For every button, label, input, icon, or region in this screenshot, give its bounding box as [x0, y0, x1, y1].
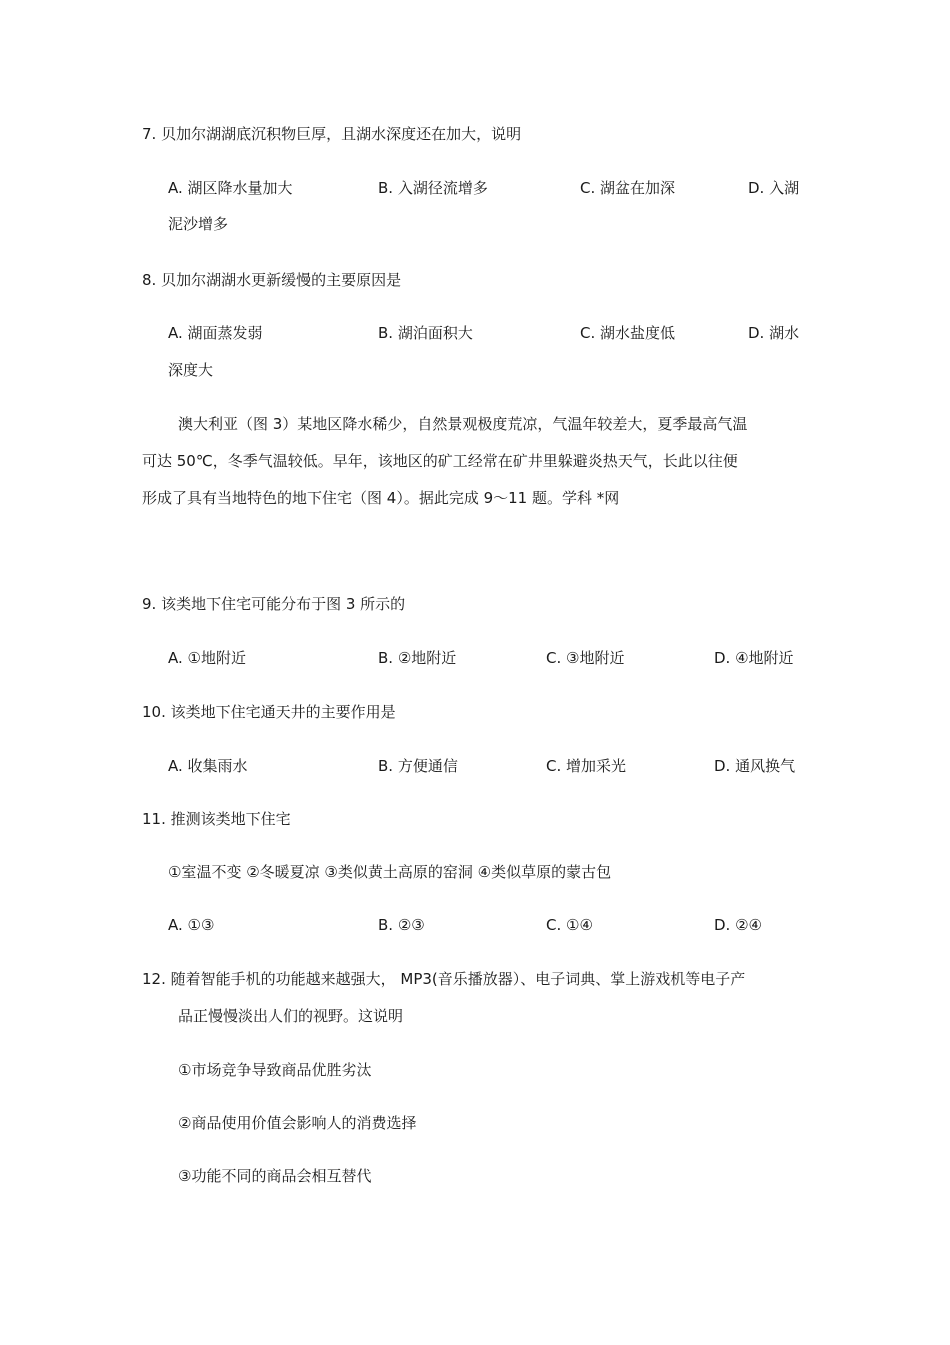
- question-8-stem: 8. 贝加尔湖湖水更新缓慢的主要原因是: [142, 271, 402, 289]
- question-7-option-b: B. 入湖径流增多: [378, 179, 488, 197]
- question-8-option-a: A. 湖面蒸发弱: [168, 324, 263, 342]
- question-11-option-a: A. ①③: [168, 916, 215, 934]
- question-11-option-b: B. ②③: [378, 916, 425, 934]
- question-10-option-c: C. 增加采光: [546, 757, 627, 775]
- question-9-option-d: D. ④地附近: [714, 649, 794, 667]
- question-8-option-b: B. 湖泊面积大: [378, 324, 473, 342]
- question-11-option-c: C. ①④: [546, 916, 593, 934]
- question-11-stem: 11. 推测该类地下住宅: [142, 810, 291, 828]
- question-11-option-d: D. ②④: [714, 916, 762, 934]
- passage-line-1: 澳大利亚（图 3）某地区降水稀少，自然景观极度荒凉，气温年较差大，夏季最高气温: [178, 415, 748, 433]
- question-12-stem-line-2: 品正慢慢淡出人们的视野。这说明: [178, 1007, 404, 1025]
- question-7-option-d-continuation: 泥沙增多: [168, 215, 229, 233]
- question-9-option-a: A. ①地附近: [168, 649, 246, 667]
- question-7-stem: 7. 贝加尔湖湖底沉积物巨厚，且湖水深度还在加大，说明: [142, 125, 522, 143]
- question-9-option-c: C. ③地附近: [546, 649, 625, 667]
- question-9-option-b: B. ②地附近: [378, 649, 457, 667]
- question-7-option-a: A. 湖区降水量加大: [168, 179, 293, 197]
- question-10-option-d: D. 通风换气: [714, 757, 796, 775]
- question-12-stem-line-1: 12. 随着智能手机的功能越来越强大， MP3(音乐播放器）、电子词典、掌上游戏机等电子产: [142, 970, 746, 988]
- question-11-statements: ①室温不变 ②冬暖夏凉 ③类似黄土高原的窑洞 ④类似草原的蒙古包: [168, 863, 612, 881]
- passage-line-2: 可达 50℃，冬季气温较低。早年，该地区的矿工经常在矿井里躲避炎热天气，长此以往便: [142, 452, 738, 470]
- question-8-option-d: D. 湖水: [748, 324, 800, 342]
- question-8-option-c: C. 湖水盐度低: [580, 324, 676, 342]
- question-12-statement-3: ③功能不同的商品会相互替代: [178, 1167, 372, 1185]
- question-8-option-d-continuation: 深度大: [168, 361, 214, 379]
- question-12-statement-1: ①市场竞争导致商品优胜劣汰: [178, 1061, 372, 1079]
- question-10-stem: 10. 该类地下住宅通天井的主要作用是: [142, 703, 396, 721]
- question-12-statement-2: ②商品使用价值会影响人的消费选择: [178, 1114, 417, 1132]
- question-10-option-b: B. 方便通信: [378, 757, 458, 775]
- question-7-option-c: C. 湖盆在加深: [580, 179, 676, 197]
- question-10-option-a: A. 收集雨水: [168, 757, 248, 775]
- question-7-option-d: D. 入湖: [748, 179, 800, 197]
- passage-line-3: 形成了具有当地特色的地下住宅（图 4）。据此完成 9～11 题。学科 *网: [142, 489, 620, 507]
- question-9-stem: 9. 该类地下住宅可能分布于图 3 所示的: [142, 595, 406, 613]
